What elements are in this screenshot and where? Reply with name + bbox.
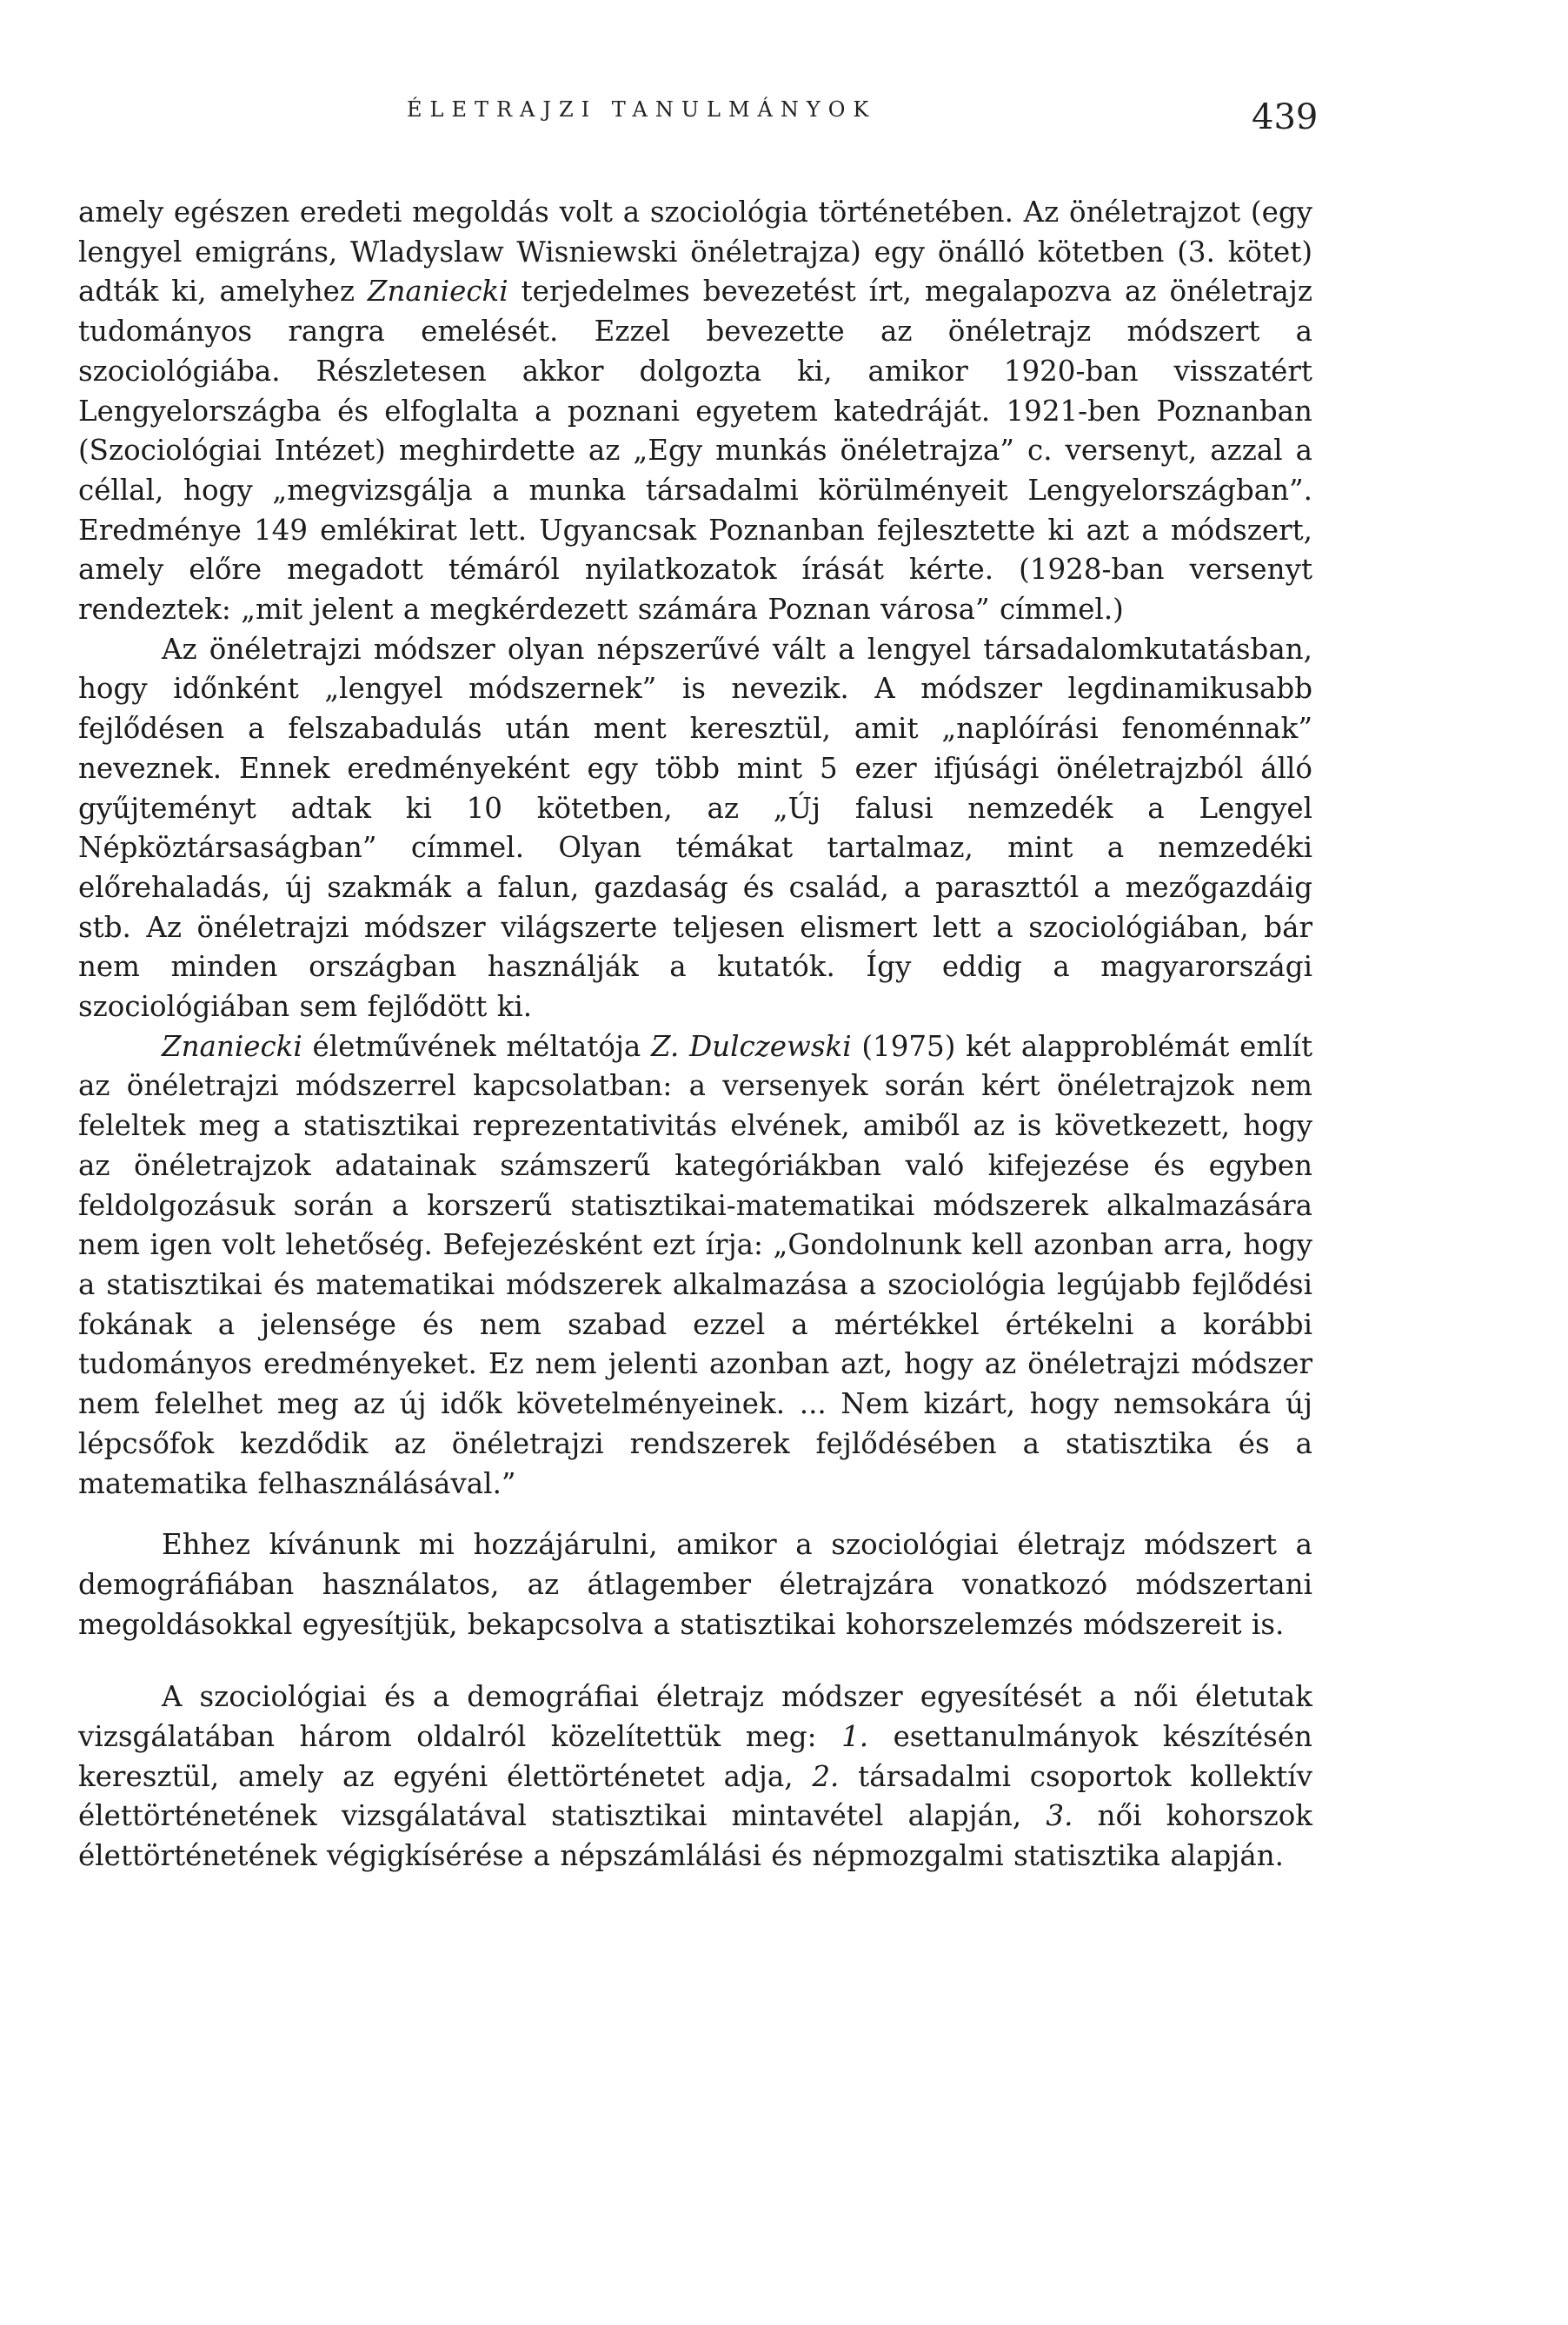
text-run: női kohorszok élettörténetének végigkísérése a népszámlálási és népmozgalmi statisztika alapján. <box>78 1799 1312 1873</box>
paragraph <box>78 1027 1312 1504</box>
text-run: Az önéletrajzi módszer olyan népszerűvé vált a lengyel társadalomkutatásban, hogy időnként „lengyel módszernek” is nevezik. A módszer legdinamikusabb fejlődésen a felszabadulás után ment keresztül, amit „naplóírási fenoménnak” neveznek. Ennek eredményeként egy több mint 5 ezer ifjúsági önéletrajzból álló gyűjteményt adtak ki 10 kötetben, az „Új falusi nemzedék a Lengyel Népköztársaságban” címmel. Olyan témákat tartalmaz, mint a nemzedéki előrehaladás, új szakmák a falun, gazdaság és család, a paraszttól a mezőgazdáig stb. Az önéletrajzi módszer világszerte teljesen elismert lett a szociológiában, bár nem minden országban használják a kutatók. Így eddig a magyarországi szociológiában sem fejlődött ki. <box>78 632 1312 1024</box>
running-head: ÉLETRAJZI TANULMÁNYOK <box>407 97 877 122</box>
text-run: Ehhez kívánunk mi hozzájárulni, amikor a szociológiai életrajz módszert a demográfiában használatos, az átlagember életrajzára vonatkozó módszertani megoldásokkal egyesítjük, bekapcsolva a statisztikai kohorszelemzés módszereit is. <box>78 1528 1312 1641</box>
text-run: amely egészen eredeti megoldás volt a szociológia történetében. Az önéletrajzot (egy lengyel emigráns, Wladyslaw Wisniewski önéletrajza) egy önálló kötetben (3. kötet) adták ki, amelyhez <box>78 196 1312 309</box>
list-number: 1. <box>841 1720 869 1754</box>
body-text <box>78 193 1312 1877</box>
paragraph <box>78 630 1312 1027</box>
author-name: Z. Dulczewski <box>651 1029 852 1063</box>
text-run: életművének méltatója <box>302 1029 652 1063</box>
page-number: 439 <box>1252 97 1319 137</box>
text-run: társadalmi csoportok kollektív élettörténetének vizsgálatával statisztikai mintavétel alapján, <box>78 1759 1312 1833</box>
author-name: Znaniecki <box>367 275 508 309</box>
paragraph <box>78 1525 1312 1644</box>
text-run: (1975) két alapproblémát említ az önéletrajzi módszerrel kapcsolatban: a versenyek során kért önéletrajzok nem feleltek meg a statisztikai reprezentativitás elvének, amiből az is következett, hogy az önéletrajzok adatainak számszerű kategóriákban való kifejezése és egyben feldolgozásuk során a korszerű statisztikai-matematikai módszerek alkalmazására nem igen volt lehetőség. Befejezésként ezt írja: „Gondolnunk kell azonban arra, hogy a statisztikai és matematikai módszerek alkalmazása a szociológia legújabb fejlődési fokának a jelensége és nem szabad ezzel a mértékkel értékelni a korábbi tudományos eredményeket. Ez nem jelenti azonban azt, hogy az önéletrajzi módszer nem felelhet meg az új idők követelményeinek. ... Nem kizárt, hogy nemsokára új lépcsőfok kezdődik az önéletrajzi rendszerek fejlődésében a statisztika és a matematika felhasználásával.” <box>78 1029 1313 1500</box>
paragraph <box>78 193 1312 630</box>
list-number: 3. <box>1046 1799 1073 1833</box>
text-run: terjedelmes bevezetést írt, megalapozva az önéletrajz tudományos rangra emelését. Ezzel bevezette az önéletrajz módszert a szociológiába. Részletesen akkor dolgozta ki, amikor 1920-ban visszatért Lengyelországba és elfoglalta a poznani egyetem katedráját. 1921-ben Poznanban (Szociológiai Intézet) meghirdette az „Egy munkás önéletrajza” c. versenyt, azzal a céllal, hogy „megvizsgálja a munka társadalmi körülményeit Lengyelországban”. Eredménye 149 emlékirat lett. Ugyancsak Poznanban fejlesztette ki azt a módszert, amely előre megadott témáról nyilatkozatok írását kérte. (1928-ban versenyt rendeztek: „mit jelent a megkérdezett számára Poznan városa” címmel.) <box>78 275 1312 627</box>
paragraph <box>78 1677 1312 1877</box>
list-number: 2. <box>812 1759 840 1793</box>
text-run: esettanulmányok készítésén keresztül, amely az egyéni élettörténetet adja, <box>78 1720 1312 1793</box>
text-run: A szociológiai és a demográfiai életrajz módszer egyesítését a női életutak vizsgálatában három oldalról közelítettük meg: <box>78 1680 1312 1754</box>
author-name: Znaniecki <box>162 1029 302 1063</box>
